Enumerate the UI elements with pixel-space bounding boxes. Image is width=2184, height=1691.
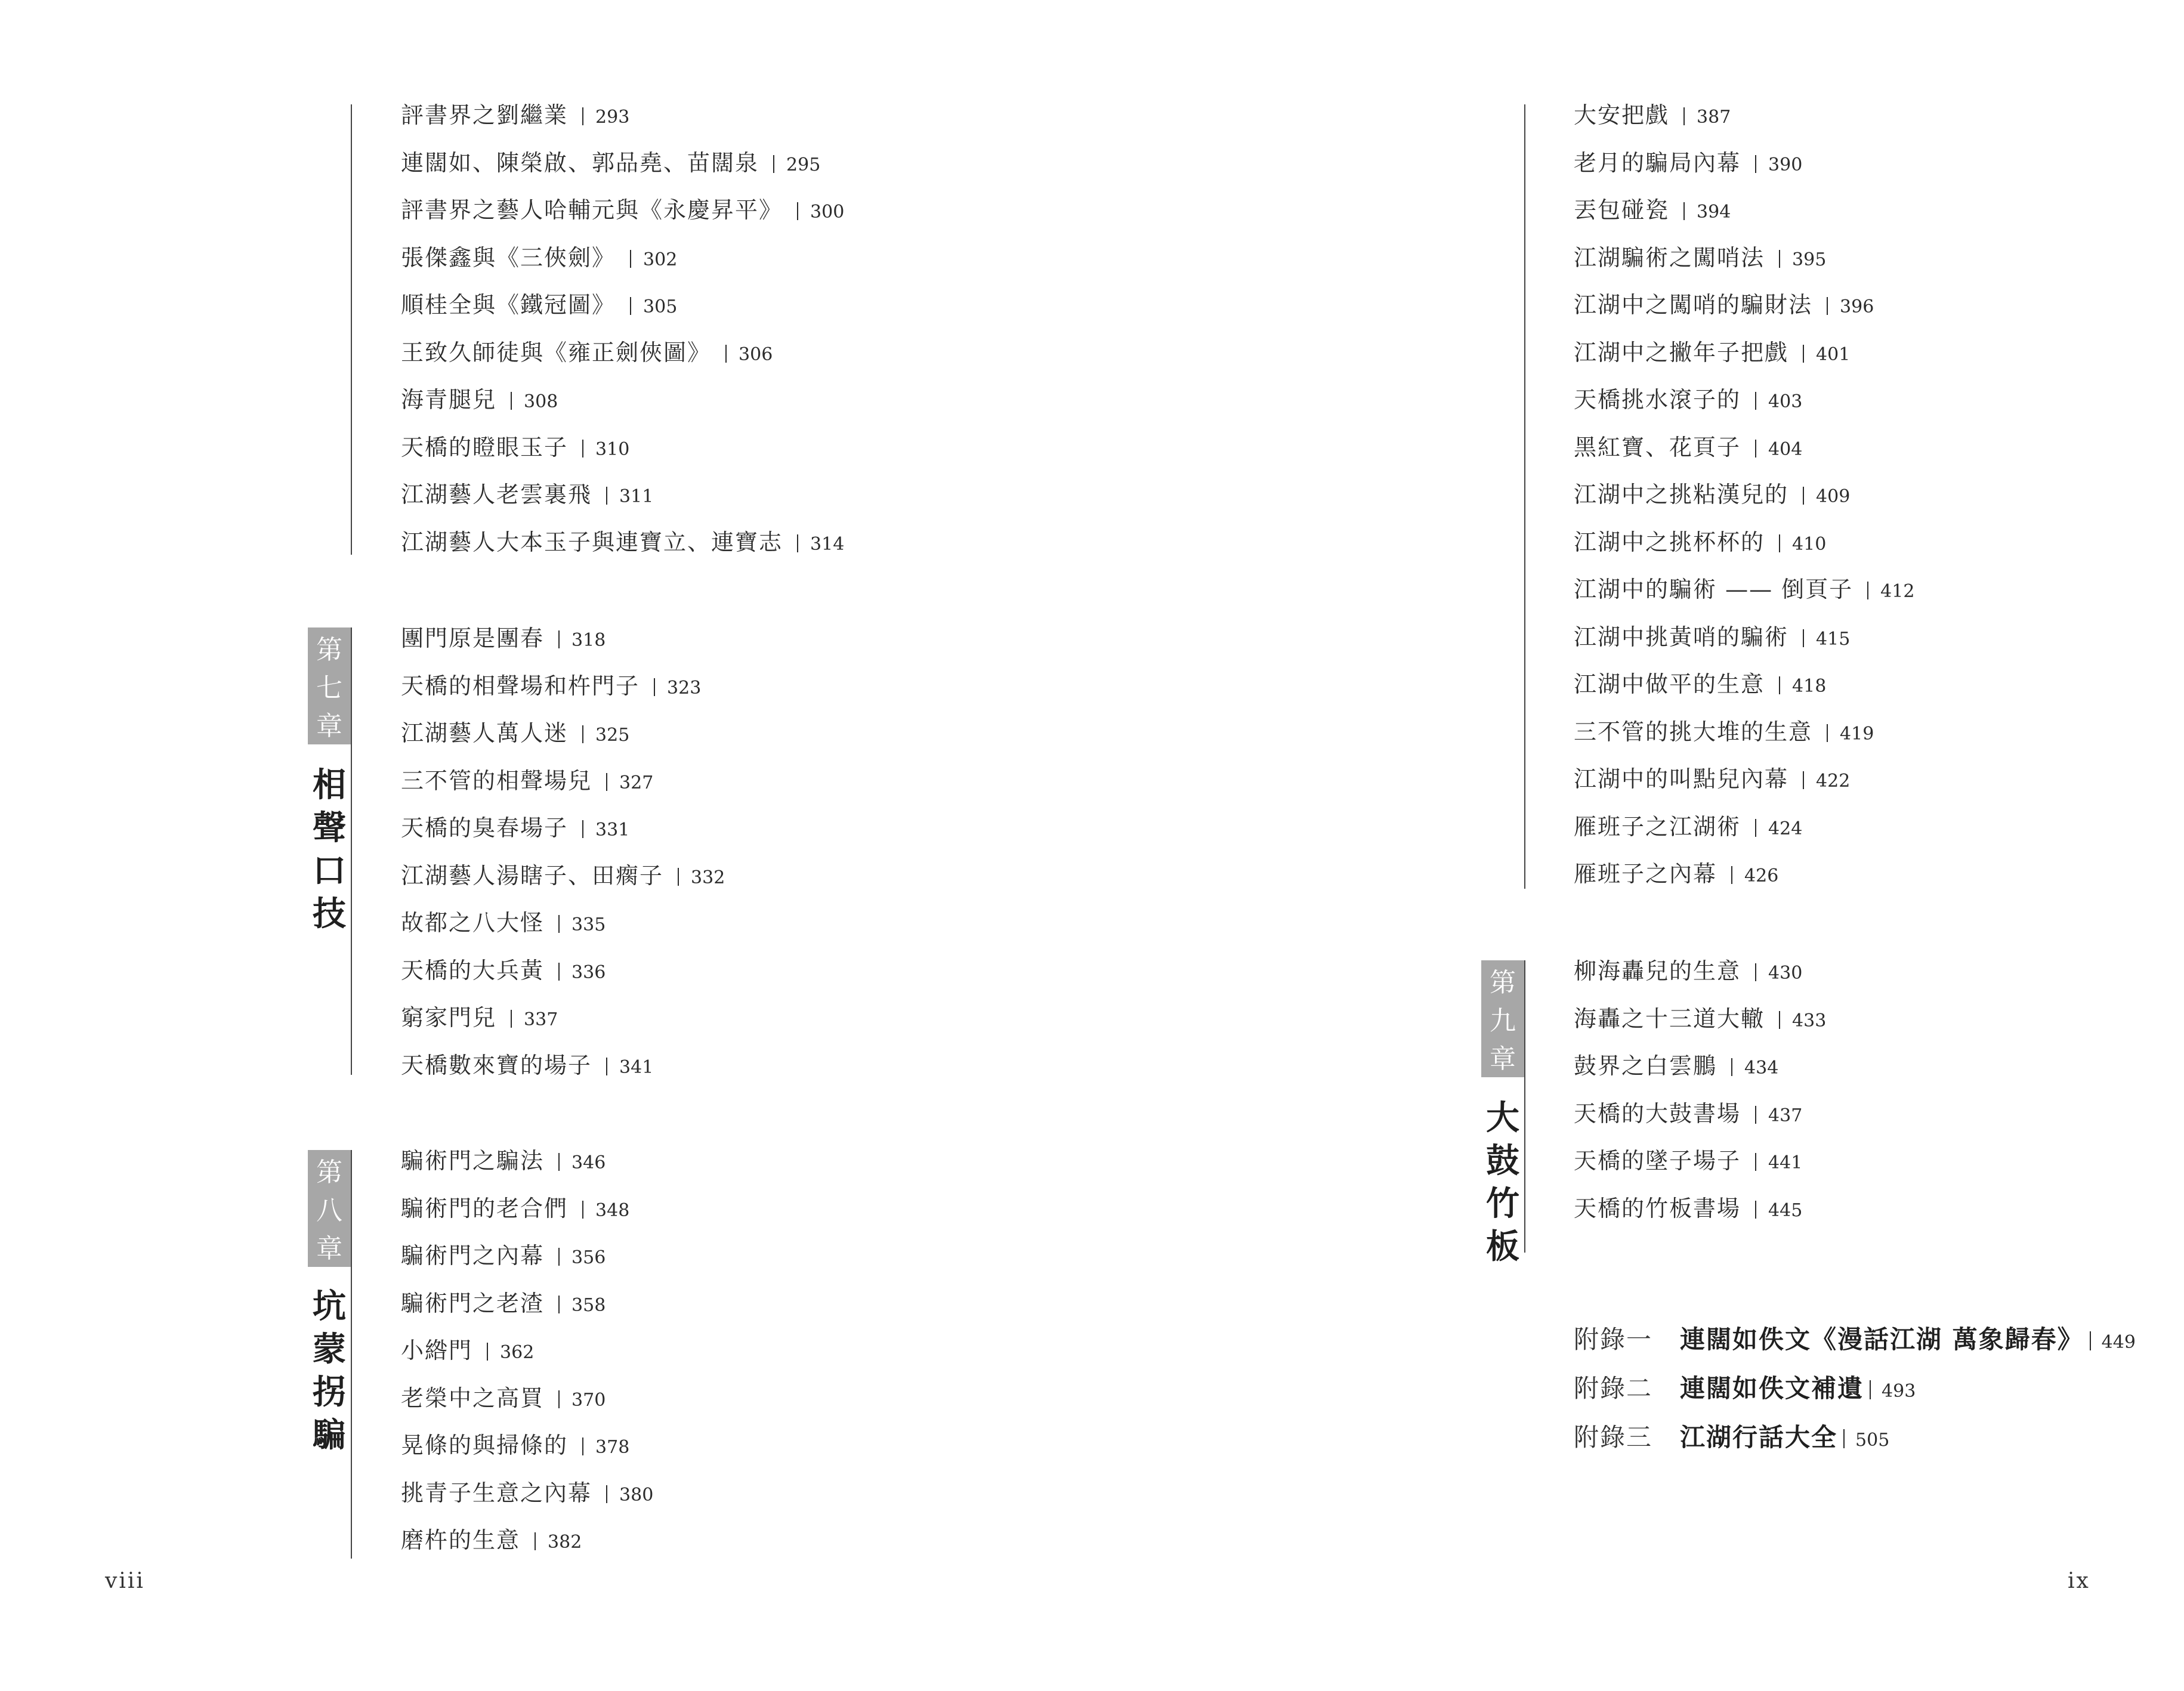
chapter-label-char: 第	[1490, 967, 1516, 998]
page-separator	[487, 1343, 488, 1361]
toc-entry-title: 江湖中的叫點兒內幕	[1574, 766, 1789, 792]
toc-entry-page-number: 415	[1816, 628, 1851, 650]
toc-entry-page-number: 348	[595, 1200, 630, 1221]
toc-entry-page-number: 310	[595, 438, 630, 460]
chapter-label-char: 八	[316, 1195, 342, 1226]
page-separator	[1843, 1429, 1845, 1448]
toc-entry-title: 老榮中之高買	[401, 1384, 545, 1411]
page-separator	[1827, 724, 1828, 742]
toc-entry-page-number: 394	[1697, 202, 1731, 222]
toc-entry-title: 天橋的相聲場和杵門子	[401, 672, 640, 699]
page-separator	[1755, 440, 1756, 457]
toc-entry-title: 江湖藝人萬人迷	[401, 720, 569, 746]
toc-entry[interactable]	[401, 432, 629, 462]
chapter-title-char: 蒙	[313, 1330, 346, 1369]
toc-entry-title: 江湖中之撇年子把戲	[1574, 339, 1789, 366]
toc-entry[interactable]	[1574, 527, 1826, 557]
toc-entry-page-number: 336	[572, 962, 606, 983]
toc-entry-title: 江湖中之挑粘漢兒的	[1574, 481, 1789, 508]
chapter-9-label	[1481, 960, 1524, 1077]
toc-entry[interactable]	[401, 813, 629, 843]
toc-entry-page-number: 378	[595, 1437, 630, 1458]
toc-entry-page-number: 293	[595, 107, 630, 128]
chapter-label-char: 章	[1490, 1044, 1516, 1074]
toc-entry-page-number: 306	[739, 344, 773, 365]
page-separator	[511, 1010, 512, 1028]
chapter-label-char: 章	[316, 1234, 342, 1264]
page-separator	[1755, 819, 1756, 837]
chapter-7-title	[308, 763, 351, 935]
toc-entry-page-number: 332	[691, 867, 725, 888]
toc-entry[interactable]	[1574, 956, 1802, 986]
toc-entry-page-number: 314	[810, 533, 845, 555]
toc-entry[interactable]	[401, 527, 844, 557]
page-separator	[1779, 676, 1780, 694]
toc-entry[interactable]	[1574, 1194, 1802, 1223]
toc-entry-page-number: 305	[643, 296, 678, 317]
chapter-label-char: 第	[316, 1157, 342, 1188]
page-separator	[558, 915, 560, 933]
toc-entry[interactable]	[1574, 480, 1850, 509]
toc-entry-title: 故都之八大怪	[401, 910, 545, 936]
toc-entry[interactable]	[1574, 338, 1850, 367]
toc-entry-title: 天橋的竹板書場	[1574, 1195, 1741, 1222]
appendix-2	[1574, 1371, 1916, 1406]
toc-entry[interactable]	[1574, 764, 1850, 794]
toc-entry-title: 評書界之劉繼業	[401, 102, 569, 128]
toc-entry-page-number: 308	[524, 391, 558, 412]
appendix-label: 附錄二	[1574, 1374, 1653, 1403]
toc-entry-page-number: 410	[1792, 533, 1827, 555]
toc-entry[interactable]	[401, 671, 701, 701]
page-separator	[1755, 1201, 1756, 1219]
toc-entry[interactable]	[401, 1241, 606, 1270]
right-page	[1092, 0, 2183, 1691]
appendix-page-number: 493	[1882, 1381, 1916, 1402]
page-separator	[535, 1532, 536, 1550]
toc-entry[interactable]	[401, 148, 820, 178]
toc-entry[interactable]	[1574, 100, 1731, 130]
toc-entry[interactable]	[401, 1525, 582, 1555]
toc-entry[interactable]	[401, 1194, 629, 1223]
toc-entry[interactable]	[401, 1050, 653, 1080]
page-separator	[2090, 1331, 2091, 1350]
chapter-label-char: 章	[316, 711, 342, 741]
toc-entry[interactable]	[401, 480, 653, 509]
toc-entry[interactable]	[401, 718, 629, 748]
toc-entry[interactable]	[401, 338, 773, 367]
toc-entry[interactable]	[1574, 812, 1802, 842]
page-separator	[582, 1201, 583, 1219]
toc-entry[interactable]	[1574, 148, 1802, 178]
toc-entry-title: 窮家門兒	[401, 1004, 497, 1031]
toc-entry-title: 騙術門的老合們	[401, 1195, 569, 1222]
toc-entry[interactable]	[401, 243, 677, 273]
page-separator	[797, 202, 798, 220]
toc-entry[interactable]	[401, 623, 606, 653]
toc-entry-page-number: 401	[1816, 344, 1851, 365]
toc-entry-title: 老月的騙局內幕	[1574, 149, 1741, 176]
toc-entry[interactable]	[401, 908, 606, 938]
toc-entry-title: 海轟之十三道大轍	[1574, 1005, 1765, 1032]
chapter-8-rule	[351, 1150, 352, 1559]
toc-entry-page-number: 300	[810, 202, 845, 222]
page-separator	[606, 1485, 607, 1503]
toc-entry-title: 江湖中的騙術 —— 倒頁子	[1574, 576, 1854, 602]
chapter-title-char: 騙	[313, 1415, 346, 1455]
toc-entry-title: 天橋的瞪眼玉子	[401, 434, 569, 460]
toc-entry-page-number: 426	[1744, 865, 1779, 886]
chapter-9-rule	[1524, 960, 1525, 1253]
toc-entry-page-number: 387	[1697, 107, 1731, 128]
toc-entry-title: 連闊如、陳榮啟、郭品堯、苗闊泉	[401, 149, 759, 176]
page-separator	[1803, 345, 1804, 363]
toc-entry-title: 騙術門之內幕	[401, 1242, 545, 1269]
toc-entry-page-number: 419	[1840, 723, 1874, 744]
page-separator	[678, 868, 679, 886]
page-separator	[1755, 155, 1756, 173]
toc-entry-page-number: 441	[1768, 1152, 1803, 1173]
toc-entry-title: 評書界之藝人哈輔元與《永慶昇平》	[401, 197, 783, 223]
page-separator	[1867, 582, 1868, 599]
chapter-8-title	[308, 1285, 351, 1457]
toc-entry[interactable]	[1574, 195, 1731, 225]
toc-entry-page-number: 318	[572, 630, 606, 651]
page-separator	[1755, 963, 1756, 981]
toc-entry-page-number: 433	[1792, 1010, 1827, 1031]
page-number-right: ix	[2068, 1569, 2090, 1593]
chapter-title-char: 拐	[313, 1372, 346, 1412]
page-separator	[1683, 107, 1685, 125]
page-separator	[558, 630, 560, 648]
toc-entry-page-number: 390	[1768, 154, 1803, 175]
toc-entry-title: 挑青子生意之內幕	[401, 1479, 592, 1506]
toc-entry-title: 江湖藝人大本玉子與連寶立、連寶志	[401, 528, 783, 555]
chapter-title-char: 竹	[1486, 1184, 1519, 1223]
toc-entry-page-number: 412	[1880, 581, 1915, 602]
page-separator	[1803, 487, 1804, 505]
toc-entry[interactable]	[1574, 1099, 1802, 1129]
chapter-7-rule	[351, 627, 352, 1075]
toc-entry[interactable]	[401, 100, 629, 130]
toc-entry-page-number: 424	[1768, 818, 1803, 839]
toc-entry-title: 騙術門之騙法	[401, 1148, 545, 1174]
toc-entry-title: 磨杵的生意	[401, 1527, 521, 1553]
toc-entry-title: 小綹門	[401, 1337, 473, 1364]
toc-entry-title: 黑紅寶、花頁子	[1574, 434, 1741, 460]
toc-entry-title: 騙術門之老渣	[401, 1290, 545, 1316]
appendix-3	[1574, 1420, 1889, 1455]
toc-entry[interactable]	[1574, 432, 1802, 462]
toc-entry-page-number: 356	[572, 1247, 606, 1268]
toc-entry-title: 鼓界之白雲鵬	[1574, 1053, 1717, 1079]
toc-entry-title: 江湖中之闖哨的騙財法	[1574, 292, 1813, 318]
appendix-label: 附錄三	[1574, 1423, 1653, 1452]
toc-entry[interactable]	[1574, 574, 1914, 604]
toc-entry-title: 晃條的與掃條的	[401, 1432, 569, 1458]
toc-entry-title: 海青腿兒	[401, 387, 497, 413]
toc-entry[interactable]	[1574, 385, 1802, 415]
appendix-title: 連闊如佚文補遺	[1680, 1374, 1864, 1403]
toc-entry-page-number: 295	[786, 154, 821, 175]
right-top-rule	[1524, 104, 1525, 889]
toc-entry-title: 江湖騙術之闖哨法	[1574, 244, 1765, 271]
toc-entry-page-number: 395	[1792, 249, 1827, 270]
toc-entry-title: 江湖藝人湯瞎子、田瘸子	[401, 862, 664, 889]
chapter-title-char: 板	[1486, 1227, 1519, 1266]
toc-entry-title: 天橋數來寶的場子	[401, 1052, 592, 1078]
appendix-title: 江湖行話大全	[1680, 1423, 1838, 1452]
page-separator	[558, 1153, 560, 1171]
toc-entry[interactable]	[1574, 1004, 1826, 1034]
toc-entry[interactable]	[401, 861, 725, 891]
chapter-title-char: 技	[313, 894, 346, 933]
toc-entry-page-number: 362	[500, 1342, 535, 1363]
toc-entry-title: 三不管的挑大堆的生意	[1574, 718, 1813, 745]
page-separator	[630, 297, 631, 315]
toc-entry-title: 天橋的墜子場子	[1574, 1148, 1741, 1174]
toc-entry-title: 團門原是團春	[401, 625, 545, 651]
toc-entry-page-number: 418	[1792, 676, 1827, 697]
toc-entry-page-number: 302	[643, 249, 678, 270]
page-separator	[1779, 534, 1780, 552]
toc-entry[interactable]	[1574, 669, 1826, 699]
toc-entry[interactable]	[1574, 859, 1778, 889]
toc-entry-page-number: 382	[548, 1532, 582, 1553]
toc-entry[interactable]	[401, 1003, 558, 1032]
toc-entry-title: 丟包碰瓷	[1574, 197, 1670, 223]
page-separator	[606, 1058, 607, 1075]
toc-entry-title: 柳海轟兒的生意	[1574, 958, 1741, 984]
toc-entry-title: 天橋挑水滾子的	[1574, 387, 1741, 413]
appendix-page-number: 449	[2101, 1332, 2136, 1353]
chapter-title-char: 口	[313, 851, 346, 891]
toc-entry-page-number: 311	[619, 486, 654, 507]
page-separator	[1870, 1380, 1871, 1399]
page-separator	[1827, 297, 1828, 315]
page-separator	[511, 392, 512, 410]
page-separator	[1755, 1106, 1756, 1124]
chapter-9-title	[1481, 1096, 1524, 1268]
page-separator	[582, 1437, 583, 1455]
toc-entry-page-number: 434	[1744, 1058, 1779, 1078]
toc-entry-page-number: 445	[1768, 1200, 1803, 1221]
toc-entry-page-number: 335	[572, 914, 606, 935]
toc-entry-page-number: 346	[572, 1152, 606, 1173]
toc-entry-page-number: 325	[595, 725, 630, 746]
toc-entry[interactable]	[1574, 243, 1826, 273]
toc-entry[interactable]	[401, 1288, 606, 1318]
page-separator	[1683, 202, 1685, 220]
page-separator	[1731, 866, 1732, 884]
toc-entry-title: 雁班子之江湖術	[1574, 813, 1741, 840]
page-separator	[558, 963, 560, 981]
appendix-page-number: 505	[1855, 1430, 1890, 1451]
toc-entry-title: 張傑鑫與《三俠劍》	[401, 244, 616, 271]
toc-entry-page-number: 396	[1840, 296, 1874, 317]
chapter-title-char: 大	[1486, 1098, 1519, 1137]
chapter-title-char: 坑	[313, 1287, 346, 1326]
toc-entry[interactable]	[401, 1146, 606, 1176]
toc-entry-page-number: 331	[595, 820, 630, 840]
toc-entry-title: 王致久師徒與《雍正劍俠圖》	[401, 339, 712, 366]
chapter-label-char: 七	[316, 673, 342, 703]
page-separator	[654, 678, 655, 696]
page-separator	[773, 155, 774, 173]
chapter-label-char: 九	[1490, 1006, 1516, 1036]
chapter-title-char: 鼓	[1486, 1141, 1519, 1180]
page-separator	[1755, 1153, 1756, 1171]
chapter-7-label	[308, 627, 351, 744]
toc-entry[interactable]	[401, 1383, 606, 1413]
page-separator	[797, 534, 798, 552]
page-separator	[1755, 392, 1756, 410]
page-separator	[606, 773, 607, 791]
page-separator	[558, 1390, 560, 1408]
toc-entry-page-number: 380	[619, 1484, 654, 1505]
toc-entry-page-number: 327	[619, 772, 654, 793]
chapter-label-char: 第	[316, 635, 342, 665]
toc-entry[interactable]	[1574, 717, 1874, 747]
page-number-left: viii	[105, 1569, 145, 1593]
chapter-title-char: 聲	[313, 808, 346, 848]
page-separator	[1779, 250, 1780, 268]
toc-entry[interactable]	[401, 1478, 653, 1508]
toc-entry-title: 江湖中之挑杯杯的	[1574, 528, 1765, 555]
toc-entry[interactable]	[401, 385, 558, 415]
toc-entry-page-number: 358	[572, 1294, 606, 1316]
toc-entry-title: 順桂全與《鐵冠圖》	[401, 292, 616, 318]
toc-entry[interactable]	[1574, 1051, 1778, 1081]
page-separator	[725, 345, 727, 363]
page-separator	[1731, 1058, 1732, 1076]
toc-entry-title: 江湖中做平的生意	[1574, 671, 1765, 697]
appendix-label: 附錄一	[1574, 1325, 1653, 1354]
page-separator	[582, 820, 583, 838]
toc-entry-title: 江湖中挑黃哨的騙術	[1574, 623, 1789, 650]
page-separator	[630, 250, 631, 268]
toc-entry[interactable]	[401, 290, 677, 320]
toc-entry-page-number: 422	[1816, 771, 1851, 792]
page-separator	[1803, 629, 1804, 647]
chapter-title-char: 相	[313, 765, 346, 805]
appendix-title: 連闊如佚文《漫話江湖 萬象歸春》	[1680, 1325, 2084, 1354]
toc-entry[interactable]	[401, 766, 653, 796]
page-separator	[582, 725, 583, 743]
toc-entry[interactable]	[401, 956, 606, 985]
toc-entry-page-number: 430	[1768, 963, 1803, 984]
toc-entry-page-number: 437	[1768, 1105, 1803, 1126]
page-separator	[558, 1296, 560, 1313]
toc-entry-title: 雁班子之內幕	[1574, 861, 1717, 887]
appendix-1	[1574, 1322, 2136, 1358]
toc-entry-page-number: 323	[667, 677, 702, 698]
toc-entry[interactable]	[1574, 1146, 1802, 1176]
toc-entry-title: 天橋的臭春場子	[401, 815, 569, 841]
page-separator	[606, 487, 607, 505]
toc-entry-title: 天橋的大兵黃	[401, 957, 545, 984]
toc-entry[interactable]	[401, 1430, 629, 1460]
page-separator	[558, 1248, 560, 1266]
toc-entry[interactable]	[401, 195, 844, 225]
toc-entry-title: 三不管的相聲場兒	[401, 767, 592, 794]
toc-entry[interactable]	[401, 1336, 534, 1365]
toc-entry-page-number: 370	[572, 1389, 606, 1411]
toc-entry-page-number: 337	[524, 1009, 558, 1030]
page-separator	[582, 107, 583, 125]
toc-entry-title: 天橋的大鼓書場	[1574, 1100, 1741, 1127]
toc-entry-title: 江湖藝人老雲裏飛	[401, 481, 592, 508]
toc-entry[interactable]	[1574, 622, 1850, 652]
toc-entry-page-number: 403	[1768, 391, 1803, 412]
toc-entry-page-number: 404	[1768, 438, 1803, 460]
page-separator	[1779, 1011, 1780, 1029]
toc-entry-page-number: 341	[619, 1056, 654, 1078]
toc-entry[interactable]	[1574, 290, 1874, 320]
chapter-8-label	[308, 1150, 351, 1267]
toc-entry-page-number: 409	[1816, 486, 1851, 507]
page-separator	[1803, 771, 1804, 789]
left-top-rule	[351, 104, 352, 555]
toc-entry-title: 大安把戲	[1574, 102, 1670, 128]
page-separator	[582, 440, 583, 457]
